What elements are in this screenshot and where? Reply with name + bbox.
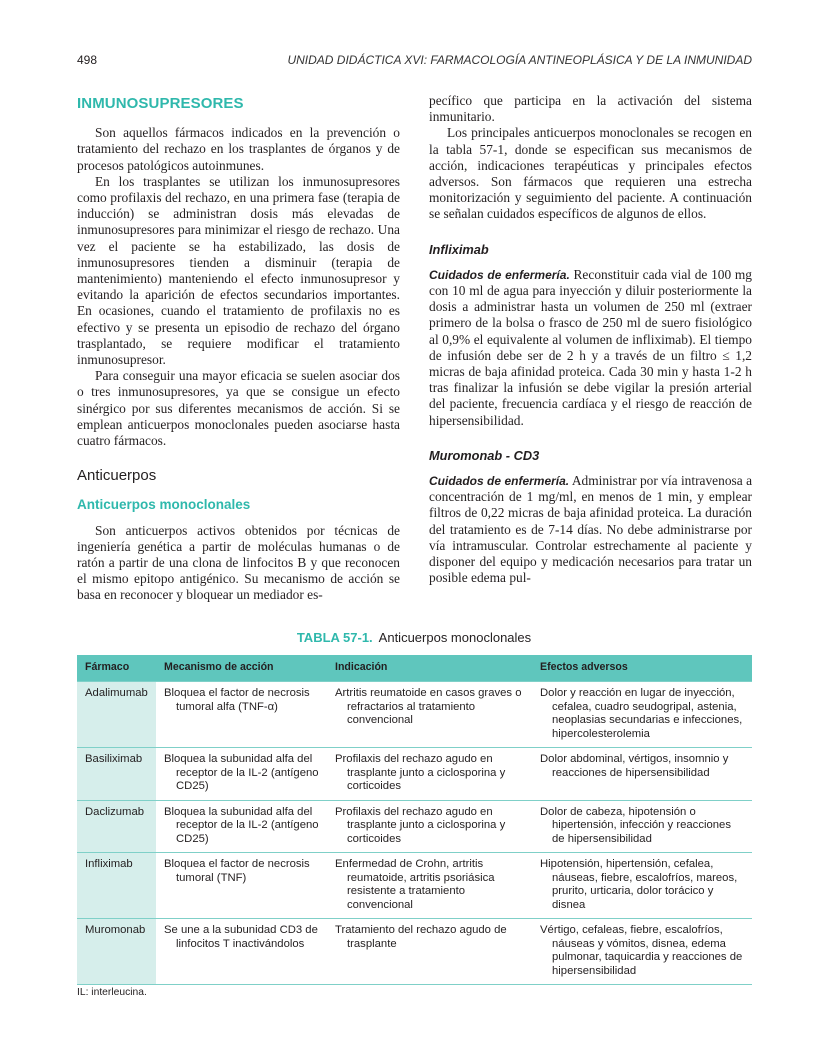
- column-header: Indicación: [327, 655, 532, 682]
- running-title: UNIDAD DIDÁCTICA XVI: FARMACOLOGÍA ANTINEOPLÁSICA Y DE LA INMUNIDAD: [287, 53, 752, 67]
- adverse-effects-cell: Hipotensión, hipertensión, cefalea, náuseas, fiebre, escalofríos, mareos, prurito, urticaria, dolor torácico y disnea: [532, 853, 752, 919]
- drug-cell: Adalimumab: [77, 682, 156, 748]
- mechanism-cell: Bloquea el factor de necrosis tumoral alfa (TNF-α): [156, 682, 327, 748]
- mechanism-cell: Bloquea la subunidad alfa del receptor de la IL-2 (antígeno CD25): [156, 800, 327, 853]
- adverse-effects-cell: Dolor y reacción en lugar de inyección, cefalea, cuadro seudogripal, astenia, neoplasias secundarias e infecciones, hipercolesterolemia: [532, 682, 752, 748]
- indication-cell: Profilaxis del rechazo agudo en trasplante junto a ciclosporina y corticoides: [327, 748, 532, 801]
- paragraph-infliximab-care: [429, 267, 752, 429]
- column-header: Fármaco: [77, 655, 156, 682]
- running-header: [77, 53, 752, 71]
- indication-cell: Enfermedad de Crohn, artritis reumatoide, artritis psoriásica resistente a tratamiento convencional: [327, 853, 532, 919]
- paragraph: Son aquellos fármacos indicados en la prevención o tratamiento del rechazo en los trasplantes de órganos y de procesos patológicos autoinmunes.: [77, 125, 400, 173]
- indication-cell: Artritis reumatoide en casos graves o refractarios al tratamiento convencional: [327, 682, 532, 748]
- table-row: [77, 800, 752, 853]
- nursing-care-lead: Cuidados de enfermería.: [429, 267, 570, 282]
- table-row: [77, 682, 752, 748]
- indication-cell: Tratamiento del rechazo agudo de trasplante: [327, 919, 532, 985]
- nursing-care-text: Administrar por vía intravenosa a concentración de 1 mg/ml, en menos de 1 min, y emplear filtros de 0,22 micras de baja afinidad proteica. La duración del tratamiento es de 7-14 días. No debe administrarse por vía intramuscular. Controlar estrechamente al paciente y disponer del equipo y medicación necesarios para tratar un posible edema pul-: [429, 473, 753, 586]
- table-label: TABLA 57-1.: [296, 630, 373, 645]
- section-title: INMUNOSUPRESORES: [77, 95, 244, 112]
- column-header: Efectos adversos: [532, 655, 752, 682]
- drug-cell: Infliximab: [77, 853, 156, 919]
- paragraph: pecífico que participa en la activación del sistema inmunitario.: [429, 93, 752, 125]
- nursing-care-text: Reconstituir cada vial de 100 mg con 10 ml de agua para inyección y diluir posteriormente la dosis a administrar hasta un volumen de 250 ml (extraer primero de la bolsa o frasco de 250 ml de suero fisiológico al 0,9% el equivalente al volumen de infliximab). El tiempo de infusión debe ser de 2 h y a través de un filtro ≤ 1,2 micras de baja afinidad proteica. Cada 30 min y hasta 1-2 h tras finalizar la infusión se debe vigilar la presión arterial del paciente, frecuencia cardíaca y el riesgo de reacción de hipersensibilidad.: [429, 266, 752, 428]
- drug-heading-muromonab: Muromonab - CD3: [429, 447, 540, 463]
- drug-cell: Muromonab: [77, 919, 156, 985]
- paragraph: Para conseguir una mayor eficacia se suelen asociar dos o tres inmunosupresores, ya que se consigue un efecto sinérgico por sus diferentes mecanismos de acción. Si se emplean anticuerpos monoclonales pueden asociarse hasta cuatro fármacos.: [77, 368, 400, 449]
- table-row: [77, 919, 752, 985]
- mechanism-cell: Bloquea la subunidad alfa del receptor de la IL-2 (antígeno CD25): [156, 748, 327, 801]
- adverse-effects-cell: Dolor abdominal, vértigos, insomnio y reacciones de hipersensibilidad: [532, 748, 752, 801]
- mechanism-cell: Se une a la subunidad CD3 de linfocitos T inactivándolos: [156, 919, 327, 985]
- mechanism-cell: Bloquea el factor de necrosis tumoral (TNF): [156, 853, 327, 919]
- table-row: [77, 853, 752, 919]
- paragraph: En los trasplantes se utilizan los inmunosupresores como profilaxis del rechazo, en una primera fase (terapia de inducción) se administran dosis más elevadas de inmunosupresores para minimizar el riesgo de rechazo. Una vez el paciente se ha estabilizado, las dosis de inmunosupresores tienden a disminuir (terapia de mantenimiento) manteniendo el efecto inmunosupresor y evitando la aparición de efectos secundarios importantes. En ocasiones, cuando el tratamiento de profilaxis no es efectivo y se presenta un episodio de rechazo del órgano trasplantado, se requiere modificar el tratamiento inmunosupresor.: [77, 173, 400, 368]
- table-caption: Anticuerpos monoclonales: [378, 630, 532, 645]
- right-column: [429, 93, 752, 586]
- table-title: [0, 630, 828, 645]
- page-number: 498: [77, 53, 98, 67]
- left-column: [77, 93, 400, 604]
- table-row: [77, 748, 752, 801]
- drug-cell: Basiliximab: [77, 748, 156, 801]
- subsubsection-title: Anticuerpos monoclonales: [77, 497, 251, 513]
- paragraph-muromonab-care: [429, 473, 752, 586]
- adverse-effects-cell: Dolor de cabeza, hipotensión o hipertensión, infección y reacciones de hipersensibilidad: [532, 800, 752, 853]
- drug-heading-infliximab: Infliximab: [429, 241, 489, 257]
- drug-cell: Daclizumab: [77, 800, 156, 853]
- subsection-title: Anticuerpos: [77, 467, 157, 485]
- table-footnote: IL: interleucina.: [77, 987, 147, 998]
- table-header-row: [77, 655, 752, 682]
- monoclonal-antibodies-table: [77, 655, 752, 985]
- paragraph: Los principales anticuerpos monoclonales se recogen en la tabla 57-1, donde se especifican sus mecanismos de acción, indicaciones terapéuticas y principales efectos adversos. Son fármacos que requieren una estrecha monitorización y seguimiento del paciente. A continuación se señalan cuidados específicos de algunos de ellos.: [429, 125, 752, 222]
- paragraph: Son anticuerpos activos obtenidos por técnicas de ingeniería genética a partir de moléculas humanas o de ratón a partir de una clona de linfocitos B y que reconocen el mismo epitopo antigénico. Su mecanismo de acción se basa en reconocer y bloquear un mediador es-: [77, 522, 400, 603]
- column-header: Mecanismo de acción: [156, 655, 327, 682]
- adverse-effects-cell: Vértigo, cefaleas, fiebre, escalofríos, náuseas y vómitos, disnea, edema pulmonar, taquicardia y reacciones de hipersensibilidad: [532, 919, 752, 985]
- indication-cell: Profilaxis del rechazo agudo en trasplante junto a ciclosporina y corticoides: [327, 800, 532, 853]
- nursing-care-lead: Cuidados de enfermería.: [429, 474, 570, 489]
